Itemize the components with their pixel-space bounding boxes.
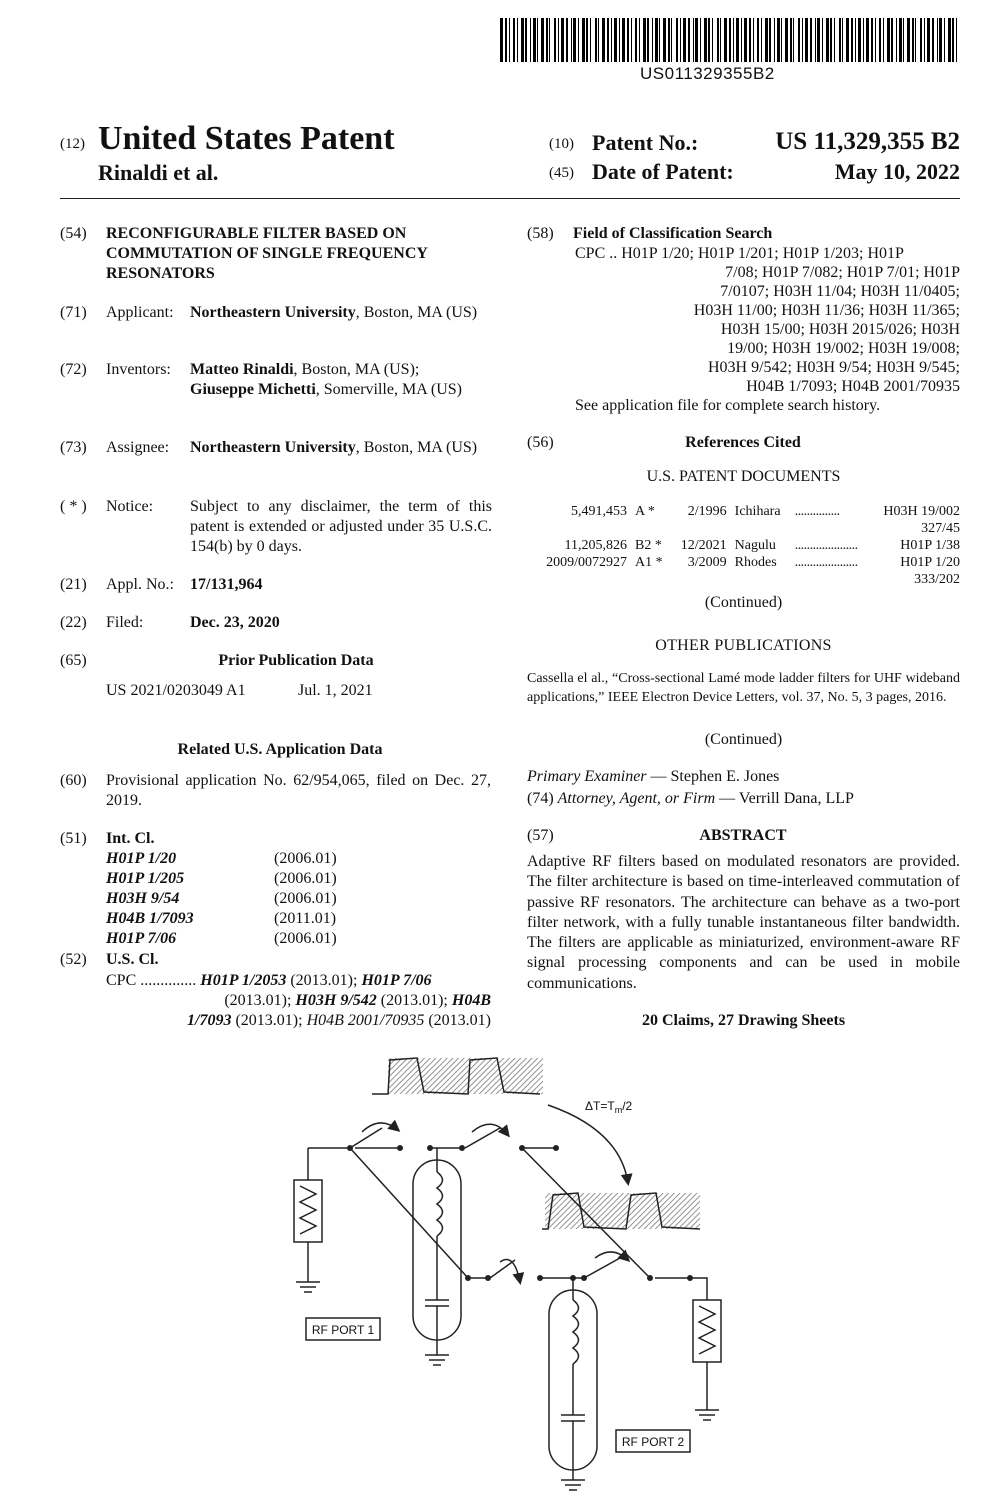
field-60: (60) Provisional application No. 62/954,065, filed on Dec. 27, 2019. — [60, 772, 491, 809]
int-cl-list — [106, 849, 366, 949]
field-51: (51) Int. Cl. — [60, 830, 155, 847]
classification-search-line: 7/0107; H03H 11/04; H03H 11/0405; — [720, 283, 960, 300]
barcode — [500, 18, 960, 62]
rf-port-1-label: RF PORT 1 — [311, 1323, 375, 1337]
field-52: (52) U.S. Cl. — [60, 951, 159, 968]
field-21: (21) Appl. No.: 17/131,964 — [60, 576, 263, 593]
classification-search-heading: Field of Classification Search — [573, 225, 773, 242]
reference-subclass-row: 327/45 — [921, 521, 960, 536]
authors: Rinaldi et al. — [98, 160, 219, 185]
claims-drawing-sheets: 20 Claims, 27 Drawing Sheets — [641, 1012, 846, 1029]
patent-date: May 10, 2022 — [834, 159, 960, 184]
us-cl-line-1: CPC .............. H01P 1/2053 (2013.01); H01P 7/06 — [106, 972, 432, 989]
primary-examiner: Primary Examiner — Stephen E. Jones — [527, 768, 780, 785]
other-publications-heading: OTHER PUBLICATIONS — [655, 637, 832, 654]
code-12: (12) — [60, 136, 85, 152]
assignee-name: Northeastern University — [190, 439, 356, 456]
us-cl-line-2: (2013.01); H03H 9/542 (2013.01); H04B — [224, 992, 491, 1009]
code-10: (10) — [549, 136, 574, 152]
classification-search-line: CPC .. H01P 1/20; H01P 1/201; H01P 1/203; H01P — [575, 245, 904, 262]
notice-text: Subject to any disclaimer, the term of this patent is extended or adjusted under 35 U.S.C. 154(b) by 0 days. — [190, 498, 492, 555]
field-58: (58) Field of Classification Search — [527, 225, 773, 242]
field-73: (73) Assignee: Northeastern University, Boston, MA (US) — [60, 439, 478, 456]
field-71: (71) Applicant: Northeastern University, Boston, MA (US) — [60, 304, 478, 321]
classification-search-line: 7/08; H01P 7/082; H01P 7/01; H01P — [725, 264, 960, 281]
delta-t-label: $\Delta T=T_m/2$ — [585, 1099, 633, 1115]
us-patent-documents-heading: U.S. PATENT DOCUMENTS — [646, 468, 841, 485]
document-number: US011329355B2 — [640, 64, 775, 83]
field-54: (54) RECONFIGURABLE FILTER BASED ON COMMUTATION OF SINGLE FREQUENCY RESONATORS — [60, 224, 500, 284]
other-publication-text: Cassella el al., “Cross-sectional Lamé mode ladder filters for UHF wideband applications,” IEEE Electron Device Letters, vol. 37, No. 5, 3 pages, 2016. — [527, 671, 960, 705]
int-cl-item: H01P 1/205 (2006.01) — [106, 870, 337, 887]
patent-type-title: United States Patent — [98, 120, 395, 157]
us-cl-heading: U.S. Cl. — [106, 951, 159, 968]
field-56: (56) References Cited — [527, 433, 960, 453]
classification-search-line: 19/00; H03H 19/002; H03H 19/008; — [727, 340, 960, 357]
related-application-heading: Related U.S. Application Data — [177, 741, 383, 758]
provisional-application-text: Provisional application No. 62/954,065, filed on Dec. 27, 2019. — [106, 772, 491, 809]
classification-search-list — [575, 244, 960, 396]
reference-subclass-row: 333/202 — [914, 572, 960, 587]
us-cl-line-3: 1/7093 (2013.01); H04B 2001/70935 (2013.01) — [187, 1012, 491, 1029]
field-notice: ( * ) Notice: Subject to any disclaimer, the term of this patent is extended or adjusted under 35 U.S.C. 154(b) by 0 days. — [60, 498, 492, 555]
abstract-heading: ABSTRACT — [699, 827, 787, 844]
int-cl-item: H03H 9/54 (2006.01) — [106, 890, 337, 907]
header-rule — [60, 198, 960, 199]
attorney-agent: (74) Attorney, Agent, or Firm — Verrill Dana, LLP — [527, 790, 854, 807]
classification-search-line: H03H 9/542; H03H 9/54; H03H 9/545; — [708, 359, 960, 376]
date-label: Date of Patent: — [592, 159, 734, 184]
prior-publication-number: US 2021/0203049 A1 — [106, 682, 246, 699]
field-22: (22) Filed: Dec. 23, 2020 — [60, 614, 280, 631]
int-cl-item: H01P 7/06 (2006.01) — [106, 930, 337, 947]
examiner-name: Stephen E. Jones — [670, 768, 780, 785]
references-table — [532, 503, 964, 588]
patent-number: US 11,329,355 B2 — [775, 128, 960, 155]
circuit-diagram — [280, 1045, 740, 1495]
continued-2: (Continued) — [704, 731, 783, 748]
abstract-text: Adaptive RF filters based on modulated resonators are provided. The filter architecture is based on time-interleaved commutation of passive RF resonators. The architecture can behave as a two-port filter network, with a fully tunable instantaneous filter bandwidth. The filters are applicable as miniaturized, environment-aware RF signal processing components and can be used in mobile communications. — [527, 853, 960, 992]
field-65: (65) Prior Publication Data — [60, 651, 500, 671]
references-cited-heading: References Cited — [685, 434, 801, 451]
patent-number-label: Patent No.: — [592, 130, 699, 155]
invention-title: RECONFIGURABLE FILTER BASED ON COMMUTATION OF SINGLE FREQUENCY RESONATORS — [106, 225, 428, 282]
rf-port-2-label: RF PORT 2 — [621, 1435, 685, 1449]
search-history-note: See application file for complete search history. — [575, 397, 881, 414]
int-cl-heading: Int. Cl. — [106, 830, 155, 847]
int-cl-item: H04B 1/7093 (2011.01) — [106, 910, 337, 927]
classification-search-line: H03H 15/00; H03H 2015/026; H03H — [720, 321, 960, 338]
inventor-1: Matteo Rinaldi — [190, 361, 294, 378]
filed-date: Dec. 23, 2020 — [190, 614, 280, 631]
field-72: (72) Inventors: Matteo Rinaldi, Boston, MA (US); Giuseppe Michetti, Somerville, MA (US) — [60, 361, 462, 398]
prior-publication-date: Jul. 1, 2021 — [298, 682, 373, 699]
attorney-name: Verrill Dana, LLP — [738, 790, 854, 807]
int-cl-item: H01P 1/20 (2006.01) — [106, 850, 337, 867]
reference-row: 11,205,826 B2 * 12/2021 Nagulu ..................... H01P 1/38 — [564, 538, 960, 553]
classification-search-line: H03H 11/00; H03H 11/36; H03H 11/365; — [693, 302, 960, 319]
continued-1: (Continued) — [704, 594, 783, 611]
reference-row: 5,491,453 A * 2/1996 Ichihara ............... H03H 19/002 — [570, 504, 960, 519]
prior-publication-heading: Prior Publication Data — [218, 652, 374, 669]
code-45: (45) — [549, 165, 574, 181]
field-57: (57) ABSTRACT — [527, 826, 960, 846]
applicant-name: Northeastern University — [190, 304, 356, 321]
inventor-2: Giuseppe Michetti — [190, 381, 316, 398]
classification-search-line: H04B 1/7093; H04B 2001/70935 — [746, 378, 960, 395]
reference-row: 2009/0072927 A1 * 3/2009 Rhodes ..................... H01P 1/20 — [546, 555, 960, 570]
application-number: 17/131,964 — [190, 576, 263, 593]
